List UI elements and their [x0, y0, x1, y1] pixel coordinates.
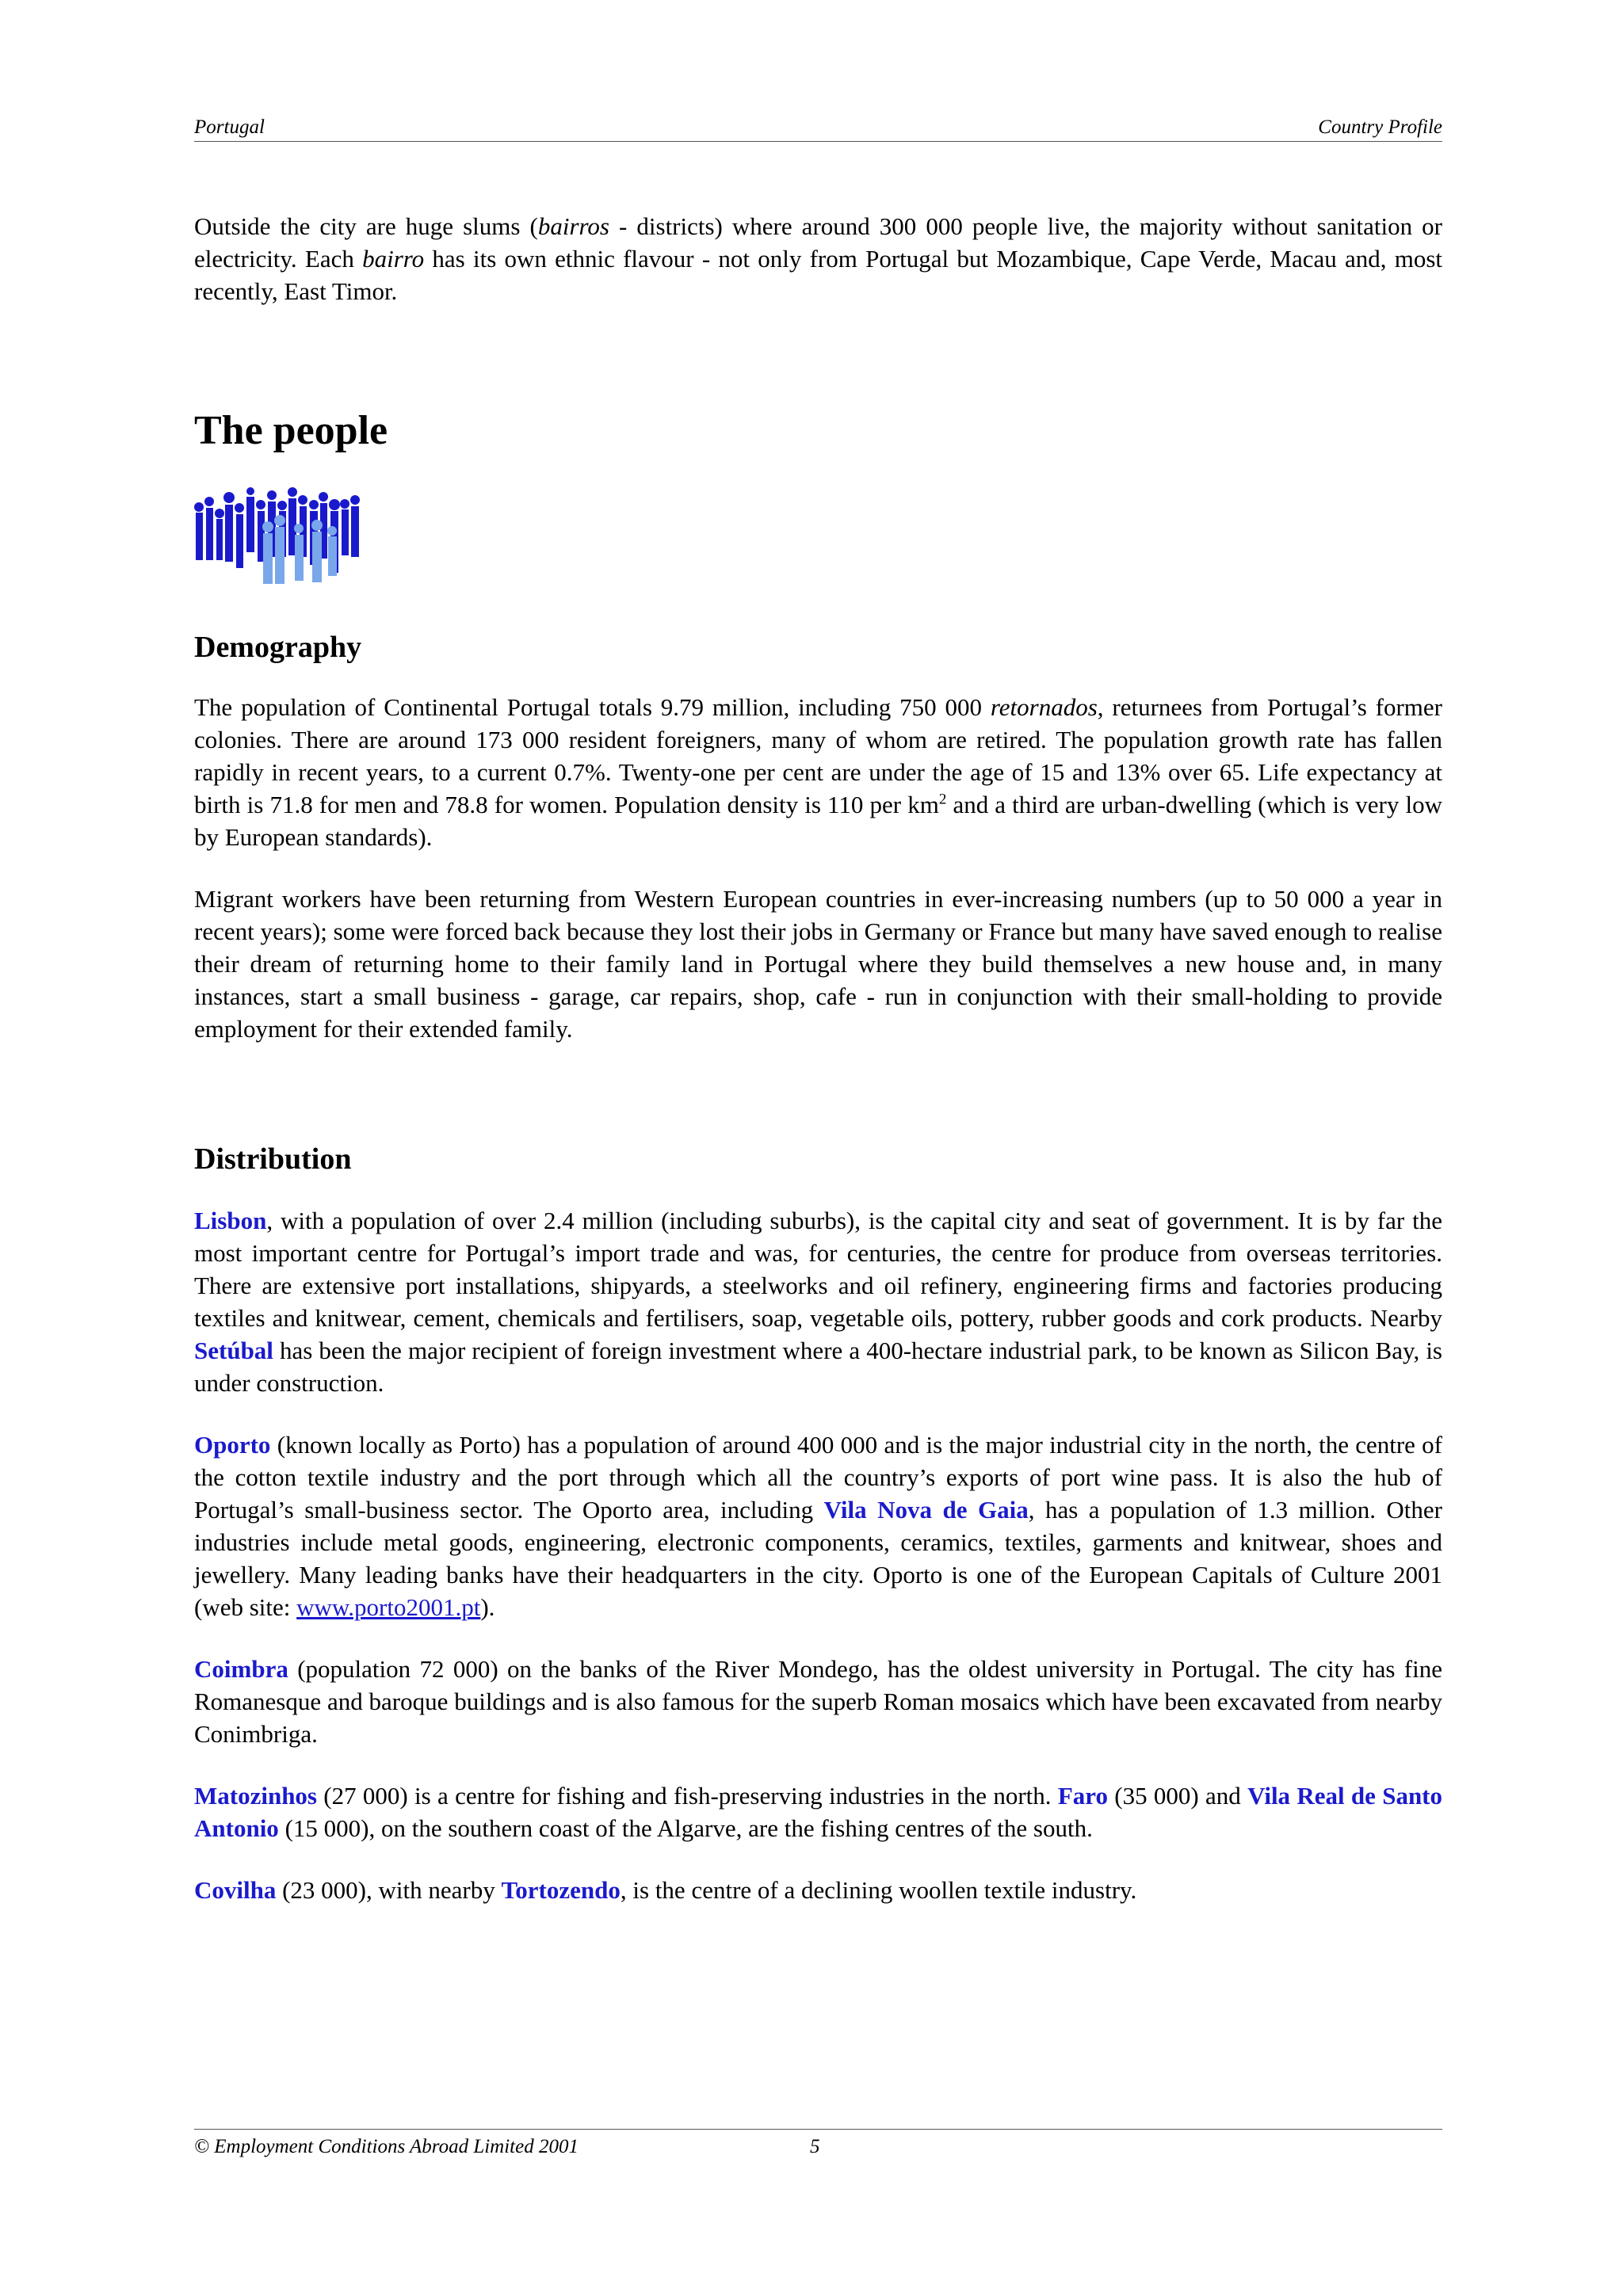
- intro-text: has its own ethnic flavour - not only from Portugal but Mozambique, Cape Verde, Macau and, most recently, East Timor.: [194, 245, 1442, 305]
- porto2001-link[interactable]: www.porto2001.pt: [296, 1593, 481, 1621]
- header-document-title: Country Profile: [1318, 116, 1442, 138]
- oporto-paragraph: Oporto (known locally as Porto) has a population of around 400 000 and is the major industrial city in the north, the centre of the cotton textile industry and the port through which all the country’s exports of port wine pass. It is also the hub of Portugal’s small-business sector. The Oporto area, including Vila Nova de Gaia, has a population of 1.3 million. Other industries include metal goods, engineering, electronic components, ceramics, textiles, garments and knitwear, shoes and jewellery. Many leading banks have their headquarters in the city. Oporto is one of the European Capitals of Culture 2001 (web site: www.porto2001.pt).: [194, 1431, 1443, 1621]
- retornados-term: retornados: [990, 693, 1098, 721]
- demography-paragraph-2: Migrant workers have been returning from Western European countries in ever-increasing numbers (up to 50 000 a year in recent years); some were forced back because they lost their jobs in Germany or France but many have saved enough to realise their dream of returning home to their family land in Portugal where they build themselves a new house and, in many instances, start a small business - garage, car repairs, shop, cafe - run in conjunction with their small-holding to provide employment for their extended family.: [194, 885, 1442, 1043]
- place-vila-real-de-santo-antonio: Vila Real de Santo Antonio: [194, 1782, 1443, 1842]
- place-coimbra: Coimbra: [194, 1655, 288, 1683]
- section-title: The people: [194, 408, 388, 453]
- covilha-paragraph: Covilha (23 000), with nearby Tortozendo, is the centre of a declining woollen textile industry.: [194, 1876, 1137, 1904]
- intro-text: - districts) where around 300 000 people live, the majority without sanitation or electricity. Each: [194, 212, 1442, 273]
- distribution-section: [194, 1204, 1442, 1906]
- running-footer: [194, 2129, 1442, 2159]
- matozinhos-paragraph: Matozinhos (27 000) is a centre for fishing and fish-preserving industries in the north. Faro (35 000) and Vila Real de Santo Antonio (15 000), on the southern coast of the Algarve, are the fishing centres of the south.: [194, 1782, 1443, 1842]
- lisbon-paragraph: Lisbon, with a population of over 2.4 million (including suburbs), is the capital city and seat of government. It is by far the most important centre for Portugal’s import trade and was, for centuries, the centre for produce from overseas territories. There are extensive port installations, shipyards, a steelworks and oil refinery, engineering firms and factories producing textiles and knitwear, cement, chemicals and fertilisers, soap, vegetable oils, pottery, rubber goods and cork products. Nearby Setúbal has been the major recipient of foreign investment where a 400-hectare industrial park, to be known as Silicon Bay, is under construction.: [194, 1207, 1442, 1397]
- place-faro: Faro: [1057, 1782, 1108, 1810]
- intro-paragraph: [194, 210, 1442, 307]
- intro-term: bairro: [362, 245, 425, 273]
- place-lisbon: Lisbon: [194, 1207, 267, 1234]
- running-header: [194, 116, 1442, 142]
- place-matozinhos: Matozinhos: [194, 1782, 317, 1810]
- superscript: 2: [938, 791, 947, 808]
- place-oporto: Oporto: [194, 1431, 271, 1459]
- distribution-heading: Distribution: [194, 1142, 352, 1176]
- intro-text: Outside the city are huge slums (: [194, 212, 538, 240]
- place-vila-nova-de-gaia: Vila Nova de Gaia: [823, 1496, 1029, 1524]
- place-tortozendo: Tortozendo: [501, 1876, 621, 1904]
- place-setubal: Setúbal: [194, 1337, 273, 1364]
- place-covilha: Covilha: [194, 1876, 277, 1904]
- footer-copyright: © Employment Conditions Abroad Limited 2001: [194, 2136, 579, 2157]
- coimbra-paragraph: Coimbra (population 72 000) on the banks of the River Mondego, has the oldest university in Portugal. The city has fine Romanesque and baroque buildings and is also famous for the superb Roman mosaics which have been excavated from nearby Conimbriga.: [194, 1655, 1442, 1748]
- demography-heading: Demography: [194, 631, 362, 664]
- demography-paragraph-1: The population of Continental Portugal totals 9.79 million, including 750 000 retornados, returnees from Portugal’s former colonies. There are around 173 000 resident foreigners, many of whom are retired. The population growth rate has fallen rapidly in recent years, to a current 0.7%. Twenty-one per cent are under the age of 15 and 13% over 65. Life expectancy at birth is 71.8 for men and 78.8 for women. Population density is 110 per $km^2$ and a third are urban-dwelling (which is very low by European standards).: [194, 693, 1442, 851]
- people-crowd-icon: [193, 487, 361, 592]
- header-country: Portugal: [194, 116, 265, 138]
- demography-section: [194, 691, 1442, 1045]
- page-number: 5: [810, 2136, 820, 2157]
- intro-term: bairros: [537, 212, 609, 240]
